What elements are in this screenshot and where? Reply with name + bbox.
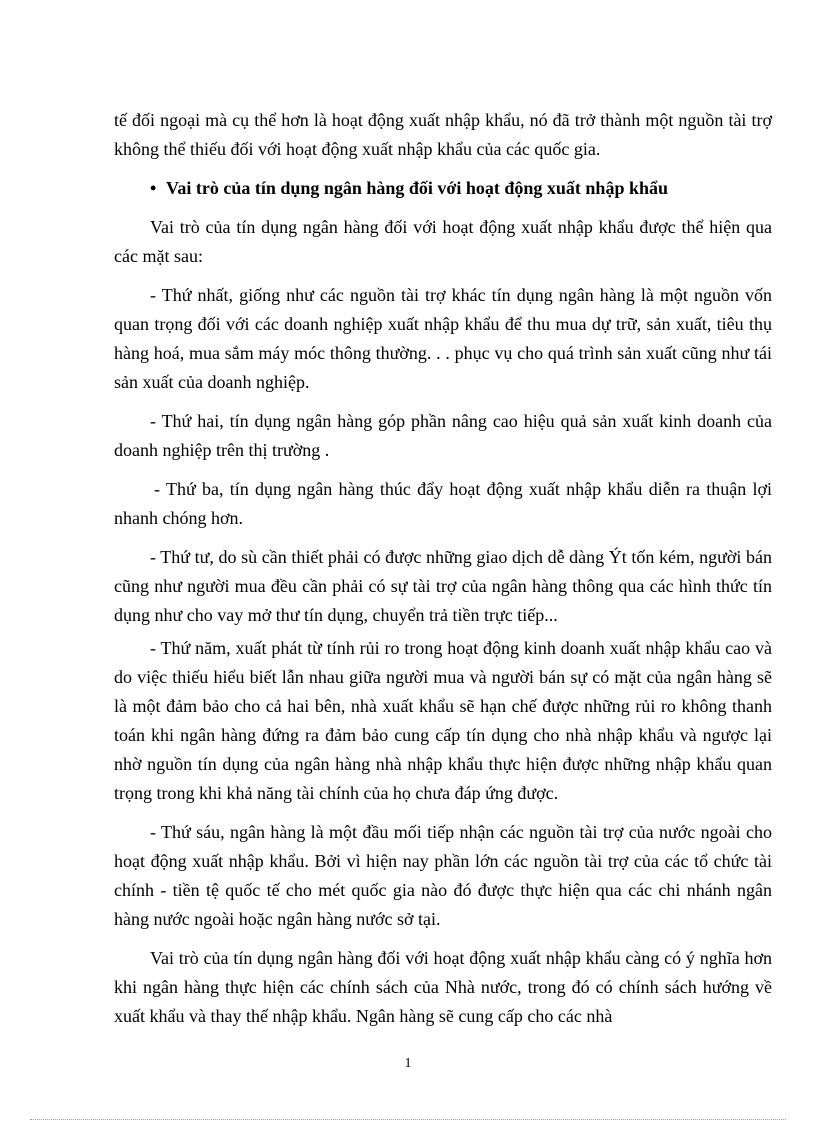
- document-body: [114, 106, 772, 1041]
- paragraph-continuation: tế đối ngoại mà cụ thể hơn là hoạt động xuất nhập khẩu, nó đã trở thành một nguồn tài trợ không thể thiếu đối với hoạt động xuất nhập khẩu của các quốc gia.: [114, 110, 772, 159]
- bullet-icon: •: [150, 178, 157, 198]
- paragraph-second: - Thứ hai, tín dụng ngân hàng góp phần nâng cao hiệu quả sản xuất kinh doanh của doanh nghiệp trên thị trường .: [114, 411, 772, 460]
- footer-divider: [30, 1119, 786, 1120]
- paragraph-intro: Vai trò của tín dụng ngân hàng đối với hoạt động xuất nhập khẩu được thể hiện qua các mặt sau:: [114, 217, 772, 266]
- section-heading-text: Vai trò của tín dụng ngân hàng đối với hoạt động xuất nhập khẩu: [166, 178, 668, 198]
- paragraph-closing: Vai trò của tín dụng ngân hàng đối với hoạt động xuất nhập khẩu càng có ý nghĩa hơn khi ngân hàng thực hiện các chính sách của Nhà nước, trong đó có chính sách hướng về xuất khẩu và thay thế nhập khẩu. Ngân hàng sẽ cung cấp cho các nhà: [114, 948, 772, 1026]
- paragraph-fifth: - Thứ năm, xuất phát từ tính rủi ro trong hoạt động kinh doanh xuất nhập khẩu cao và do việc thiếu hiểu biết lẫn nhau giữa người mua và người bán sự có mặt của ngân hàng sẽ là một đảm bảo cho cả hai bên, nhà xuất khẩu sẽ hạn chế được những rủi ro không thanh toán khi ngân hàng đứng ra đảm bảo cung cấp tín dụng cho nhà nhập khẩu và ngược lại nhờ nguồn tín dụng của ngân hàng nhà nhập khẩu thực hiện được những nhập khẩu quan trọng trong khi khả năng tài chính của họ chưa đáp ứng được.: [114, 638, 772, 803]
- paragraph-fourth: - Thứ tư, do sù cần thiết phải có được những giao dịch dễ dàng Ýt tốn kém, người bán cũng như người mua đều cần phải có sự tài trợ của ngân hàng thông qua các hình thức tín dụng như cho vay mở thư tín dụng, chuyển trả tiền trực tiếp...: [114, 547, 772, 625]
- paragraph-third: - Thứ ba, tín dụng ngân hàng thúc đẩy hoạt động xuất nhập khẩu diễn ra thuận lợi nhanh chóng hơn.: [114, 479, 772, 528]
- section-heading: [114, 174, 772, 203]
- paragraph-sixth: - Thứ sáu, ngân hàng là một đầu mối tiếp nhận các nguồn tài trợ của nước ngoài cho hoạt động xuất nhập khẩu. Bởi vì hiện nay phần lớn các nguồn tài trợ của các tổ chức tài chính - tiền tệ quốc tế cho mét quốc gia nào đó được thực hiện qua các chi nhánh ngân hàng nước ngoài hoặc ngân hàng nước sở tại.: [114, 822, 772, 929]
- page-number: 1: [404, 1056, 412, 1071]
- paragraph-first: - Thứ nhất, giống như các nguồn tài trợ khác tín dụng ngân hàng là một nguồn vốn quan trọng đối với các doanh nghiệp xuất nhập khẩu để thu mua dự trữ, sản xuất, tiêu thụ hàng hoá, mua sắm máy móc thông thường. . . phục vụ cho quá trình sản xuất cũng như tái sản xuất của doanh nghiệp.: [114, 285, 772, 392]
